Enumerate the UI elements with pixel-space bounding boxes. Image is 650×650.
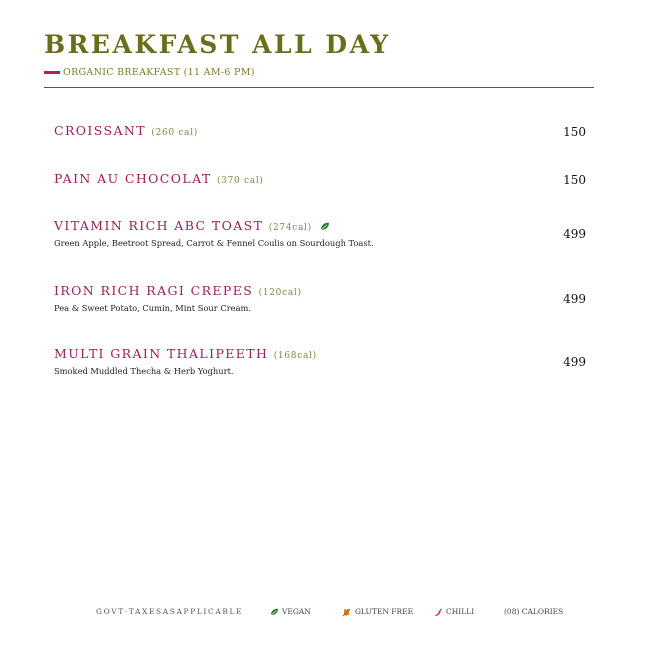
item-name: IRON RICH RAGI CREPES: [54, 283, 254, 298]
item-name-line: [54, 123, 586, 141]
item-calories: (260 cal): [151, 128, 199, 138]
menu-item-iron-rich-ragi-crepes: [54, 283, 586, 313]
item-description: Green Apple, Beetroot Spread, Carrot & Fennel Coulis on Sourdough Toast.: [54, 238, 374, 248]
menu-item-croissant: [54, 123, 586, 141]
page-title: BREAKFAST ALL DAY: [44, 30, 391, 59]
item-calories: (120cal): [258, 288, 302, 298]
item-price: 499: [563, 355, 586, 369]
section-subtitle-row: [44, 66, 255, 78]
item-calories: (274cal): [268, 223, 312, 233]
item-description: Smoked Muddled Thecha & Herb Yoghurt.: [54, 366, 234, 376]
section-subtitle: ORGANIC BREAKFAST (11 AM-6 PM): [63, 66, 255, 78]
govt-taxes-note: GOVT·TAXESASAPPLICABLE: [96, 607, 244, 616]
vegan-leaf-icon: [320, 222, 330, 231]
menu-item-multi-grain-thalipeeth: [54, 346, 586, 376]
legend-vegan: VEGAN: [282, 607, 311, 616]
item-description: Pea & Sweet Potato, Cumin, Mint Sour Cream.: [54, 303, 252, 313]
item-price: 499: [563, 292, 586, 306]
item-price: 499: [563, 227, 586, 241]
item-name: CROISSANT: [54, 123, 146, 138]
accent-bar: [44, 71, 60, 74]
footer-legend: [0, 605, 650, 619]
menu-item-pain-au-chocolat: [54, 171, 586, 189]
gluten-free-icon: [342, 608, 351, 617]
header-divider: [44, 87, 594, 88]
legend-calories: (08) CALORIES: [504, 607, 564, 616]
item-name: PAIN AU CHOCOLAT: [54, 171, 212, 186]
item-name-line: [54, 283, 586, 301]
menu-item-vitamin-rich-abc-toast: [54, 218, 586, 248]
item-name: VITAMIN RICH ABC TOAST: [54, 218, 264, 233]
item-name-line: [54, 346, 586, 364]
chilli-icon: [433, 608, 443, 617]
item-price: 150: [563, 125, 586, 139]
item-name-line: [54, 218, 586, 236]
item-calories: (370 cal): [216, 176, 264, 186]
item-calories: (168cal): [273, 351, 317, 361]
vegan-leaf-icon: [270, 608, 279, 616]
item-name: MULTI GRAIN THALIPEETH: [54, 346, 269, 361]
item-name-line: [54, 171, 586, 189]
legend-gluten-free: GLUTEN FREE: [355, 607, 414, 616]
item-price: 150: [563, 173, 586, 187]
legend-chilli: CHILLI: [446, 607, 475, 616]
